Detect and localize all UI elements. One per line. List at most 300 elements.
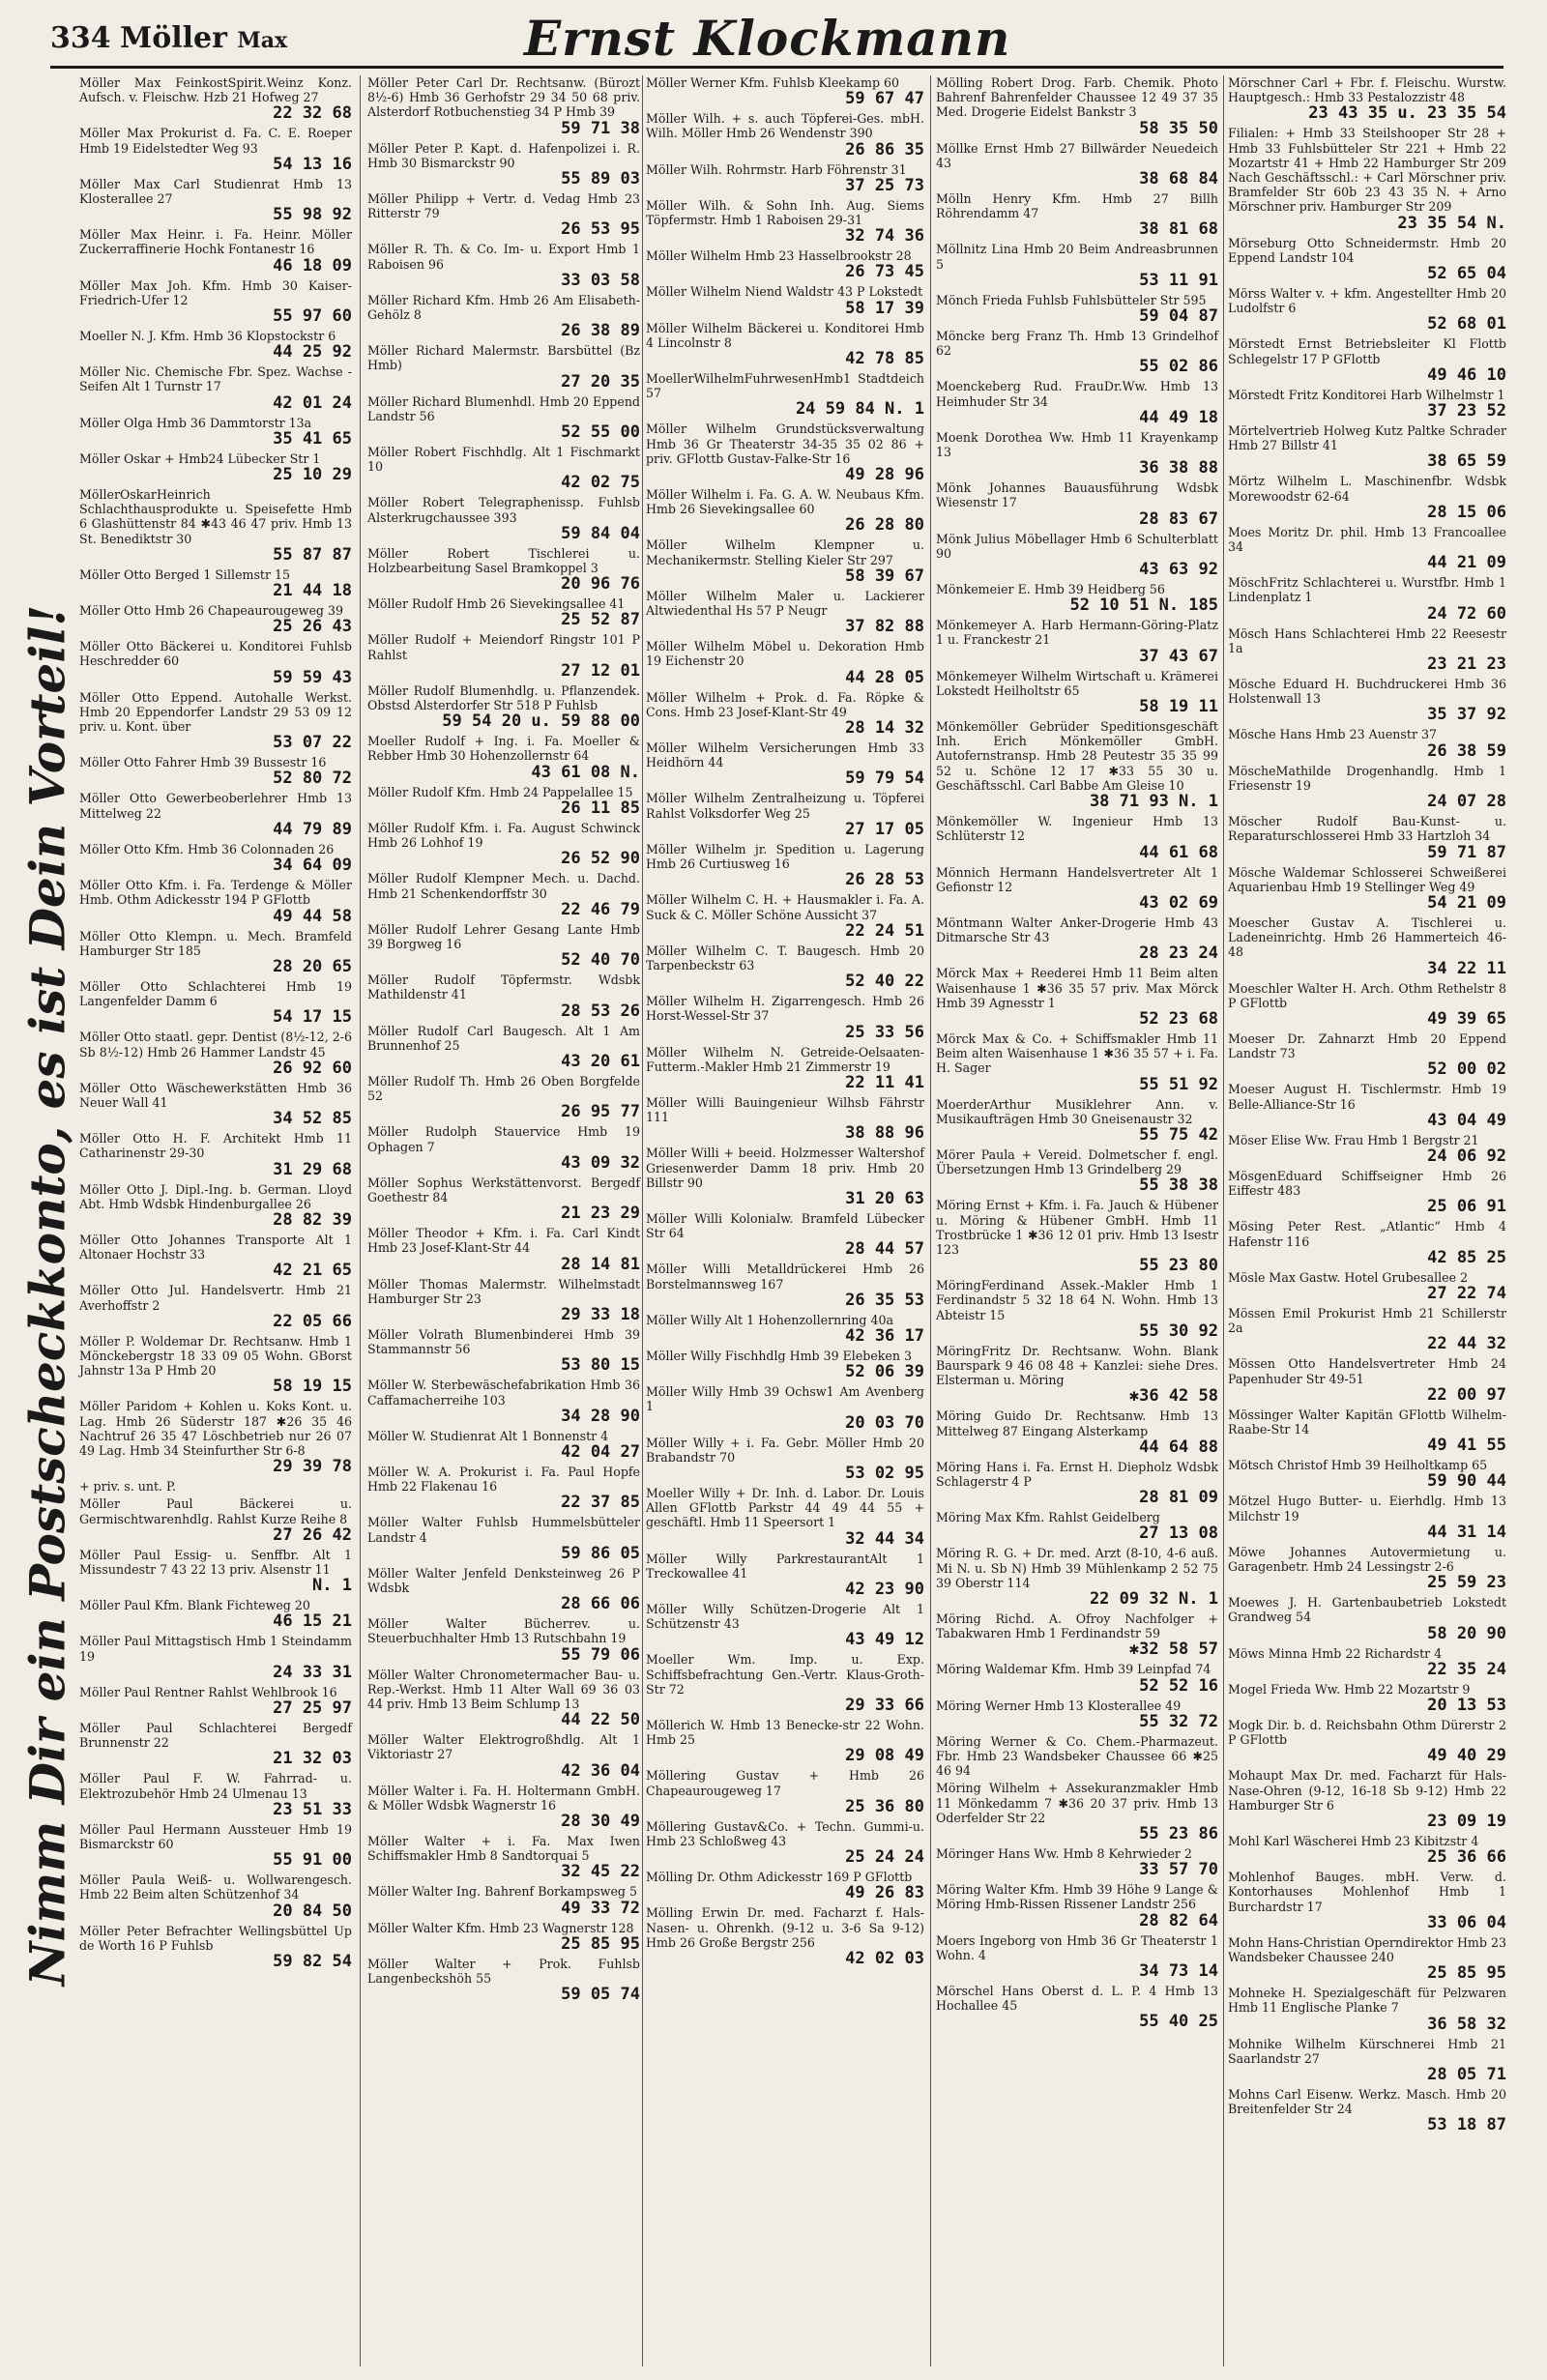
directory-entry — [936, 719, 1218, 811]
entry-text: Mölling Erwin Dr. med. Facharzt f. Hals- Nasen- u. Ohrenkh. (9-12 u. 3-6 Sa 9-12) Hmb 26 Große Bergstr 256 — [646, 1905, 924, 1950]
entry-text: Möring Richd. A. Ofroy Nachfolger + Tabakwaren Hmb 1 Ferdinandstr 59 — [936, 1611, 1218, 1641]
entry-text: Moers Ingeborg von Hmb 36 Gr Theaterstr 1 Wohn. 4 — [936, 1932, 1218, 1962]
entry-phone-number: 27 12 01 — [561, 660, 640, 681]
entry-phone-number: 44 31 14 — [1427, 1522, 1506, 1542]
entry-text: Mönch Frieda Fuhlsb Fuhlsbütteler Str 595 — [936, 292, 1207, 307]
entry-phone-number: 49 26 83 — [845, 1883, 924, 1903]
entry-text: Möller Thomas Malermstr. Wilhelmstadt Hamburger Str 23 — [367, 1276, 640, 1306]
directory-entry — [367, 821, 640, 868]
directory-entry — [936, 1781, 1218, 1843]
directory-entry — [367, 1884, 640, 1917]
entry-text: Filialen: + Hmb 33 Steilshooper Str 28 + Hmb 33 Fuhlsbütteler Str 221 + Hmb 22 Mozartstr 41 + Hmb 22 Hamburger Str 209 Nach Geschäftsschl.: + Carl Mörschner priv. Bramfelder Str 60b 23 43 35 N. + Arno Mörschner priv. Hamburger Str 209 — [1228, 126, 1506, 215]
entry-text: Möller Max Carl Studienrat Hmb 13 Klosterallee 27 — [79, 176, 352, 207]
entry-text: Möller Walter Ing. Bahrenf Borkampsweg 5 — [367, 1884, 637, 1900]
entry-text: Möller W. Sterbewäschefabrikation Hmb 36 Caffamacherreihe 103 — [367, 1378, 640, 1408]
entry-phone-number: 42 78 85 — [845, 349, 924, 369]
directory-entry — [646, 740, 924, 788]
entry-text: Möller Oskar + Hmb24 Lübecker Str 1 — [79, 450, 321, 466]
entry-phone-number: 32 44 34 — [845, 1528, 924, 1549]
entry-text: Mölln Henry Kfm. Hmb 27 Billh Röhrendamm 47 — [936, 191, 1218, 221]
directory-entry — [367, 972, 640, 1020]
directory-entry — [367, 785, 640, 818]
entry-text: MöringFritz Dr. Rechtsanw. Wohn. Blank Baurspark 9 46 08 48 + Kanzlei: siehe Dres. Elsterman u. Möring — [936, 1343, 1218, 1388]
directory-entry — [1228, 1986, 1506, 2033]
entry-phone-number: 23 51 33 — [273, 1799, 352, 1819]
directory-entry — [936, 1662, 1218, 1695]
entry-phone-number: 34 64 09 — [273, 856, 352, 876]
entry-phone-number: 28 30 49 — [561, 1812, 640, 1832]
directory-entry — [646, 1718, 924, 1765]
directory-entry — [936, 242, 1218, 289]
directory-entry — [1228, 1646, 1506, 1679]
entry-text: Möller Rudolf Hmb 26 Sievekingsallee 41 — [367, 596, 626, 612]
entry-phone-number: 52 68 01 — [1427, 314, 1506, 334]
entry-phone-number: 49 41 55 — [1427, 1436, 1506, 1456]
entry-text: Möring Werner Hmb 13 Klosterallee 49 — [936, 1698, 1182, 1713]
directory-entry — [79, 75, 352, 123]
directory-entry — [646, 1313, 924, 1346]
entry-phone-number: 42 04 27 — [561, 1441, 640, 1462]
directory-entry — [936, 1344, 1218, 1407]
entry-text: Mölling Dr. Othm Adickesstr 169 P GFlottb — [646, 1870, 913, 1885]
entry-phone-number: 22 35 24 — [1427, 1659, 1506, 1679]
directory-entry — [646, 1095, 924, 1143]
entry-text: Möller Walter + i. Fa. Max Iwen Schiffsmakler Hmb 8 Sandtorquai 5 — [367, 1834, 640, 1864]
directory-entry — [1228, 575, 1506, 623]
directory-entry — [936, 1546, 1218, 1609]
entry-phone-number: 52 40 22 — [845, 972, 924, 992]
column-divider — [1223, 75, 1224, 2366]
directory-entry — [646, 75, 924, 108]
directory-entry — [936, 865, 1218, 913]
entry-phone-number: 25 33 56 — [845, 1022, 924, 1042]
entry-phone-number: 43 49 12 — [845, 1630, 924, 1650]
directory-entry — [1228, 1494, 1506, 1541]
entry-text: Möller Otto Berged 1 Sillemstr 15 — [79, 566, 291, 582]
directory-entry — [646, 1262, 924, 1309]
directory-entry — [79, 278, 352, 326]
entry-text: Möring Wilhelm + Assekuranzmakler Hmb 11 Mönkedamm 7 ✱36 20 37 priv. Hmb 13 Oderfelder Str 22 — [936, 1781, 1218, 1825]
entry-phone-number: 58 20 90 — [1427, 1623, 1506, 1643]
entry-text: Möller Willy Hmb 39 Ochsw1 Am Avenberg 1 — [646, 1384, 924, 1414]
entry-phone-number: 42 01 24 — [273, 392, 352, 413]
entry-text: Möller Rudolph Stauervice Hmb 19 Ophagen 7 — [367, 1124, 640, 1154]
entry-text: Mörtz Wilhelm L. Maschinenfbr. Wdsbk Morewoodstr 62-64 — [1228, 474, 1506, 504]
entry-phone-number: 26 28 80 — [845, 515, 924, 536]
directory-entry — [79, 878, 352, 925]
entry-phone-number: 29 33 18 — [561, 1304, 640, 1324]
entry-phone-number: 42 21 65 — [273, 1261, 352, 1281]
entry-phone-number: 58 39 67 — [845, 566, 924, 586]
entry-text: Möller Volrath Blumenbinderei Hmb 39 Stammannstr 56 — [367, 1326, 640, 1357]
entry-text: Mösch Hans Schlachterei Hmb 22 Reesestr 1a — [1228, 625, 1506, 655]
entry-phone-number: 27 25 97 — [273, 1698, 352, 1718]
entry-phone-number: 53 02 95 — [845, 1463, 924, 1483]
directory-entry — [646, 198, 924, 246]
running-head — [120, 21, 287, 55]
entry-text: Mösche Hans Hmb 23 Auenstr 37 — [1228, 727, 1437, 742]
directory-entry — [936, 329, 1218, 376]
entry-text: Möller Rudolf Klempner Mech. u. Dachd. Hmb 21 Schenkendorffstr 30 — [367, 871, 640, 901]
entry-text: Möller Wilhelm N. Getreide-Oelsaaten- Futterm.-Makler Hmb 21 Zimmerstr 19 — [646, 1044, 924, 1074]
directory-entry — [1228, 336, 1506, 384]
directory-entry — [79, 1548, 352, 1595]
entry-phone-number: 23 43 35 u. 23 35 54 — [1308, 103, 1506, 124]
directory-entry — [936, 430, 1218, 478]
entry-text: Möwe Johannes Autovermietung u. Garagenbetr. Hmb 24 Lessingstr 2-6 — [1228, 1544, 1506, 1574]
entry-text: + priv. s. unt. P. — [79, 1479, 176, 1495]
entry-phone-number: 36 58 32 — [1427, 2014, 1506, 2034]
directory-entry — [367, 445, 640, 492]
entry-phone-number: 29 08 49 — [845, 1746, 924, 1766]
entry-phone-number: 55 23 86 — [1139, 1824, 1218, 1844]
entry-phone-number: 38 65 59 — [1427, 451, 1506, 472]
directory-entry — [1228, 1356, 1506, 1404]
entry-phone-number: 33 03 58 — [561, 270, 640, 290]
directory-entry — [646, 111, 924, 159]
entry-phone-number: 28 14 32 — [845, 718, 924, 739]
entry-text: Mönkemöller Gebrüder Speditionsgeschäft Inh. Erich Mönkemöller GmbH. Autofernstransp. Hmb 28 Peutestr 35 35 99 52 u. Schöne 12 17 ✱33 55 30 u. Geschäftsschl. Carl Babbe Am Gleise 10 — [936, 719, 1218, 793]
entry-phone-number: 52 52 16 — [1139, 1675, 1218, 1696]
entry-text: Moenk Dorothea Ww. Hmb 11 Krayenkamp 13 — [936, 429, 1218, 460]
entry-text: Möller Nic. Chemische Fbr. Spez. Wachse - Seifen Alt 1 Turnstr 17 — [79, 364, 352, 394]
directory-entry — [646, 1146, 924, 1208]
entry-phone-number: 55 51 92 — [1139, 1074, 1218, 1094]
directory-entry — [79, 1131, 352, 1178]
directory-entry — [646, 1486, 924, 1549]
entry-text: Möller Wilhelm + Prok. d. Fa. Röpke & Cons. Hmb 23 Josef-Klant-Str 49 — [646, 689, 924, 719]
entry-phone-number: 22 44 32 — [1427, 1334, 1506, 1354]
entry-text: MöscheMathilde Drogenhandlg. Hmb 1 Friesenstr 19 — [1228, 763, 1506, 793]
entry-text: Mogk Dir. b. d. Reichsbahn Othm Dürerstr 2 P GFlottb — [1228, 1718, 1506, 1748]
entry-phone-number: 38 71 93 N. 1 — [1089, 792, 1218, 812]
directory-entry — [367, 1465, 640, 1512]
directory-entry — [1228, 1270, 1506, 1303]
entry-phone-number: 55 38 38 — [1139, 1175, 1218, 1196]
directory-entry — [1228, 126, 1506, 232]
directory-entry — [646, 690, 924, 738]
entry-text: Möller Paul Kfm. Blank Fichteweg 20 — [79, 1598, 310, 1613]
directory-entry — [646, 248, 924, 281]
entry-phone-number: 22 37 85 — [561, 1493, 640, 1513]
entry-phone-number: 22 24 51 — [845, 920, 924, 941]
entry-phone-number: 59 84 04 — [561, 523, 640, 543]
entry-phone-number: 58 19 11 — [1139, 697, 1218, 717]
directory-entry — [646, 371, 924, 419]
entry-text: Möllke Ernst Hmb 27 Billwärder Neuedeich 43 — [936, 140, 1218, 170]
entry-phone-number: 49 40 29 — [1427, 1746, 1506, 1766]
directory-entry — [936, 1147, 1218, 1195]
directory-entry — [646, 1349, 924, 1381]
directory-entry — [646, 892, 924, 940]
entry-phone-number: 38 88 96 — [845, 1123, 924, 1144]
entry-phone-number: 59 82 54 — [273, 1952, 352, 1972]
directory-entry — [646, 1905, 924, 1968]
entry-phone-number: 28 15 06 — [1427, 502, 1506, 522]
entry-text: Möller Philipp + Vertr. d. Vedag Hmb 23 Ritterstr 79 — [367, 191, 640, 221]
directory-entry — [367, 1327, 640, 1375]
entry-text: MoerderArthur Musiklehrer Ann. v. Musikaufträgen Hmb 30 Gneisenaustr 32 — [936, 1096, 1218, 1126]
entry-phone-number: 43 09 32 — [561, 1152, 640, 1173]
running-head-first-name: Max — [237, 28, 288, 53]
entry-phone-number: 38 68 84 — [1139, 169, 1218, 189]
entry-phone-number: 53 18 87 — [1427, 2115, 1506, 2135]
entry-text: Möller Max Joh. Kfm. Hmb 30 Kaiser-Friedrich-Ufer 12 — [79, 277, 352, 307]
entry-phone-number: 25 24 24 — [845, 1847, 924, 1868]
directory-entry — [646, 1211, 924, 1259]
entry-text: Möller Rudolf + Meiendorf Ringstr 101 P Rahlst — [367, 632, 640, 662]
directory-entry — [79, 1399, 352, 1476]
directory-entry — [79, 227, 352, 275]
entry-text: Möller Otto Johannes Transporte Alt 1 Altonaer Hochstr 33 — [79, 1232, 352, 1263]
directory-entry — [1228, 1408, 1506, 1455]
directory-entry — [1228, 236, 1506, 283]
directory-entry — [1228, 423, 1506, 471]
entry-text: MoellerWilhelmFuhrwesenHmb1 Stadtdeich 57 — [646, 371, 924, 401]
entry-text: Möller Willi + beeid. Holzmesser Waltershof Griesenwerder Damm 18 priv. Hmb 20 Billstr 90 — [646, 1146, 924, 1190]
entry-text: Möller Walter Bücherrev. u. Steuerbuchhalter Hmb 13 Rutschbahn 19 — [367, 1616, 640, 1646]
entry-text: Möntmann Walter Anker-Drogerie Hmb 43 Ditmarsche Str 43 — [936, 914, 1218, 945]
entry-text: Möller Max Heinr. i. Fa. Heinr. Möller Zuckerraffinerie Hochk Fontanestr 16 — [79, 227, 352, 257]
entry-phone-number: 52 65 04 — [1427, 264, 1506, 284]
entry-phone-number: 58 17 39 — [845, 298, 924, 318]
directory-entry — [936, 1698, 1218, 1731]
entry-text: Möllerich W. Hmb 13 Benecke-str 22 Wohn. Hmb 25 — [646, 1718, 924, 1748]
entry-text: Möller Otto Bäckerei u. Konditorei Fuhlsb Heschredder 60 — [79, 639, 352, 669]
directory-entry — [367, 394, 640, 442]
entry-phone-number: 43 63 92 — [1139, 560, 1218, 580]
entry-text: Möller Wilhelm Niend Waldstr 43 P Lokstedt — [646, 284, 923, 300]
directory-entry — [1228, 1458, 1506, 1491]
entry-text: Mönk Julius Möbellager Hmb 6 Schulterblatt 90 — [936, 531, 1218, 561]
entry-text: Möller Wilhelm H. Zigarrengesch. Hmb 26 Horst-Wessel-Str 37 — [646, 994, 924, 1024]
entry-text: Möller Rudolf Töpfermstr. Wdsbk Mathildenstr 41 — [367, 972, 640, 1002]
entry-text: Mörtelvertrieb Holweg Kutz Paltke Schrader Hmb 27 Billstr 41 — [1228, 423, 1506, 453]
entry-text: Möller Robert Tischlerei u. Holzbearbeitung Sasel Bramkoppel 3 — [367, 545, 640, 576]
entry-phone-number: 44 64 88 — [1139, 1437, 1218, 1457]
directory-entry — [367, 1277, 640, 1324]
entry-text: Möller Walter Kfm. Hmb 23 Wagnerstr 128 — [367, 1920, 634, 1935]
directory-entry — [367, 1668, 640, 1730]
entry-text: Mössinger Walter Kapitän GFlottb Wilhelm-Raabe-Str 14 — [1228, 1407, 1506, 1437]
entry-phone-number: 55 40 25 — [1139, 2012, 1218, 2032]
entry-phone-number: 28 66 06 — [561, 1594, 640, 1614]
directory-entry — [646, 589, 924, 636]
entry-phone-number: 42 02 75 — [561, 473, 640, 493]
entry-text: Mönkemeyer A. Harb Hermann-Göring-Platz 1 u. Franckestr 21 — [936, 618, 1218, 648]
entry-phone-number: 25 10 29 — [273, 465, 352, 485]
entry-phone-number: 43 02 69 — [1139, 892, 1218, 913]
entry-text: Mörstedt Ernst Betriebsleiter Kl Flottb Schlegelstr 17 P GFlottb — [1228, 336, 1506, 366]
entry-text: Möller Wilhelm Klempner u. Mechanikermstr. Stelling Kieler Str 297 — [646, 537, 924, 567]
entry-phone-number: 43 61 08 N. — [531, 762, 640, 782]
entry-phone-number: N. 1 — [312, 1576, 352, 1596]
directory-entry — [1228, 1219, 1506, 1266]
directory-entry — [936, 1460, 1218, 1507]
entry-text: Mötsch Christof Hmb 39 Heilholtkamp 65 — [1228, 1458, 1488, 1473]
entry-text: Möller Wilh. & Sohn Inh. Aug. Siems Töpfermstr. Hmb 1 Raboisen 29-31 — [646, 197, 924, 228]
entry-phone-number: 49 39 65 — [1427, 1008, 1506, 1029]
entry-phone-number: 52 06 39 — [845, 1362, 924, 1382]
page-number: 334 — [50, 21, 111, 55]
entry-text: Moeser August H. Tischlermstr. Hmb 19 Belle-Alliance-Str 16 — [1228, 1082, 1506, 1112]
entry-phone-number: 27 26 42 — [273, 1524, 352, 1545]
entry-phone-number: 26 53 95 — [561, 219, 640, 240]
entry-phone-number: 55 98 92 — [273, 205, 352, 225]
entry-phone-number: 55 79 06 — [561, 1644, 640, 1665]
entry-text: Möller Sophus Werkstättenvorst. Bergedf Goethestr 84 — [367, 1175, 640, 1205]
directory-entry — [367, 632, 640, 680]
directory-entry — [646, 162, 924, 195]
entry-phone-number: 20 84 50 — [273, 1901, 352, 1921]
directory-entry — [1228, 1133, 1506, 1166]
directory-entry — [367, 1957, 640, 2004]
column-1 — [79, 75, 352, 2366]
entry-phone-number: 27 13 08 — [1139, 1524, 1218, 1544]
directory-entry — [79, 1598, 352, 1631]
directory-entry — [936, 1984, 1218, 2031]
entry-text: Möller Robert Fischhdlg. Alt 1 Fischmarkt 10 — [367, 445, 640, 475]
entry-phone-number: 44 61 68 — [1139, 842, 1218, 862]
directory-entry — [936, 75, 1218, 138]
entry-phone-number: 55 02 86 — [1139, 357, 1218, 377]
directory-entry — [79, 842, 352, 875]
entry-phone-number: 32 45 22 — [561, 1862, 640, 1882]
directory-entry — [936, 1031, 1218, 1094]
entry-text: Moeller Wm. Imp. u. Exp. Schiffsbefrachtung Gen.-Vertr. Klaus-Groth-Str 72 — [646, 1652, 924, 1697]
entry-phone-number: 23 35 54 N. — [1397, 213, 1506, 233]
entry-phone-number: 23 09 19 — [1427, 1812, 1506, 1832]
entry-text: Mogel Frieda Ww. Hmb 22 Mozartstr 9 — [1228, 1681, 1471, 1697]
entry-text: Möller Paul Hermann Aussteuer Hmb 19 Bismarckstr 60 — [79, 1821, 352, 1852]
entry-text: Möller Paul Mittagstisch Hmb 1 Steindamm 19 — [79, 1634, 352, 1664]
entry-text: Möller Paul Schlachterei Bergedf Brunnenstr 22 — [79, 1721, 352, 1751]
entry-text: Möller Otto Fahrer Hmb 39 Bussestr 16 — [79, 755, 327, 770]
directory-entry — [367, 546, 640, 594]
entry-text: Möller Otto Eppend. Autohalle Werkst. Hmb 20 Eppendorfer Landstr 29 53 09 12 priv. u. Kont. über — [79, 689, 352, 735]
entry-phone-number: 22 11 41 — [845, 1072, 924, 1092]
directory-entry — [936, 1846, 1218, 1879]
entry-phone-number: 55 97 60 — [273, 306, 352, 327]
entry-phone-number: 59 67 47 — [845, 89, 924, 109]
entry-phone-number: 55 23 80 — [1139, 1256, 1218, 1276]
entry-text: Mohns Carl Eisenw. Werkz. Masch. Hmb 20 Breitenfelder Str 24 — [1228, 2087, 1506, 2117]
entry-phone-number: 28 44 57 — [845, 1239, 924, 1260]
entry-phone-number: 52 00 02 — [1427, 1059, 1506, 1080]
entry-text: Mörschner Carl + Fbr. f. Fleischu. Wurstw. Hauptgesch.: Hmb 33 Pestalozzistr 48 — [1228, 75, 1506, 105]
directory-entry — [936, 379, 1218, 426]
entry-text: Möring Waldemar Kfm. Hmb 39 Leinpfad 74 — [936, 1662, 1211, 1677]
entry-text: Möller Peter Befrachter Wellingsbüttel Up de Worth 16 P Fuhlsb — [79, 1923, 352, 1953]
directory-entry — [1228, 1682, 1506, 1715]
entry-phone-number: 22 09 32 N. 1 — [1089, 1589, 1218, 1609]
entry-text: Möller Paul F. W. Fahrrad- u. Elektrozubehör Hmb 24 Ulmenau 13 — [79, 1771, 352, 1801]
entry-phone-number: 27 17 05 — [845, 819, 924, 839]
directory-entry — [1228, 2087, 1506, 2134]
entry-phone-number: 28 14 81 — [561, 1254, 640, 1274]
entry-phone-number: 55 30 92 — [1139, 1321, 1218, 1341]
entry-text: Möller Max FeinkostSpirit.Weinz Konz. Aufsch. v. Fleischw. Hzb 21 Hofweg 27 — [79, 75, 352, 105]
entry-text: Moeschler Walter H. Arch. Othm Rethelstr 8 P GFlottb — [1228, 980, 1506, 1010]
entry-phone-number: 32 74 36 — [845, 226, 924, 247]
entry-text: Möller Richard Kfm. Hmb 26 Am Elisabeth-Gehölz 8 — [367, 292, 640, 323]
entry-text: Mötzel Hugo Butter- u. Eierhdlg. Hmb 13 Milchstr 19 — [1228, 1494, 1506, 1524]
entry-text: Möller Theodor + Kfm. i. Fa. Carl Kindt Hmb 23 Josef-Klant-Str 44 — [367, 1226, 640, 1256]
entry-phone-number: 59 71 87 — [1427, 842, 1506, 862]
directory-entry — [646, 1819, 924, 1867]
entry-phone-number: 24 06 92 — [1427, 1146, 1506, 1166]
entry-phone-number: 26 95 77 — [561, 1102, 640, 1122]
entry-phone-number: 59 59 43 — [273, 667, 352, 687]
entry-phone-number: 29 33 66 — [845, 1696, 924, 1715]
entry-text: Möllnitz Lina Hmb 20 Beim Andreasbrunnen 5 — [936, 242, 1218, 272]
directory-entry — [367, 495, 640, 542]
entry-text: Moeller Rudolf + Ing. i. Fa. Moeller & Rebber Hmb 30 Hohenzollernstr 64 — [367, 734, 640, 764]
entry-phone-number: 59 71 38 — [561, 118, 640, 138]
entry-phone-number: 26 38 89 — [561, 321, 640, 341]
directory-entry — [936, 141, 1218, 189]
entry-text: Möller Paul Essig- u. Senffbr. Alt 1 Missundestr 7 43 22 13 priv. Alsenstr 11 — [79, 1547, 352, 1577]
directory-entry — [1228, 388, 1506, 421]
directory-entry — [1228, 75, 1506, 123]
entry-text: Mörck Max & Co. + Schiffsmakler Hmb 11 Beim alten Waisenhause 1 ✱36 35 57 + i. Fa. H. Sager — [936, 1030, 1218, 1076]
directory-entry — [79, 1771, 352, 1818]
entry-text: Möller Otto H. F. Architekt Hmb 11 Catharinenstr 29-30 — [79, 1131, 352, 1161]
entry-text: Möller Otto Wäschewerkstätten Hmb 36 Neuer Wall 41 — [79, 1080, 352, 1110]
entry-text: Möller Walter Jenfeld Denksteinweg 26 P Wdsbk — [367, 1565, 640, 1595]
directory-entry — [367, 1429, 640, 1462]
entry-text: Möller Werner Kfm. Fuhlsb Kleekamp 60 — [646, 75, 900, 90]
entry-text: Mönnich Hermann Handelsvertreter Alt 1 Gefionstr 12 — [936, 864, 1218, 894]
entry-phone-number: 25 36 80 — [845, 1796, 924, 1816]
directory-entry — [936, 618, 1218, 665]
entry-text: Möller Wilh. Rohrmstr. Harb Föhrenstr 31 — [646, 161, 907, 177]
entry-text: Möser Elise Ww. Frau Hmb 1 Bergstr 21 — [1228, 1132, 1479, 1147]
column-divider — [642, 75, 643, 2366]
entry-phone-number: 58 19 15 — [273, 1377, 352, 1397]
entry-phone-number: 22 32 68 — [273, 103, 352, 124]
entry-phone-number: 44 28 05 — [845, 667, 924, 687]
entry-text: Möller Wilhelm Versicherungen Hmb 33 Heidhörn 44 — [646, 740, 924, 770]
directory-entry — [79, 979, 352, 1027]
directory-entry — [936, 1408, 1218, 1456]
directory-entry — [367, 1124, 640, 1172]
entry-phone-number: 25 59 23 — [1427, 1573, 1506, 1593]
directory-entry — [367, 1921, 640, 1954]
entry-phone-number: 42 23 90 — [845, 1579, 924, 1599]
directory-entry — [79, 639, 352, 686]
entry-phone-number: 52 10 51 N. 185 — [1069, 595, 1218, 616]
directory-entry — [367, 75, 640, 138]
entry-text: Möller Paul Rentner Rahlst Wehlbrook 16 — [79, 1684, 337, 1699]
directory-entry — [1228, 764, 1506, 811]
entry-phone-number: 25 06 91 — [1427, 1197, 1506, 1217]
entry-text: Möller Wilhelm jr. Spedition u. Lagerung Hmb 26 Curtiusweg 16 — [646, 841, 924, 872]
entry-phone-number: 59 04 87 — [1139, 306, 1218, 327]
directory-entry — [367, 1566, 640, 1613]
directory-entry — [1228, 1870, 1506, 1932]
side-advertisement-text: Nimm Dir ein Postscheckkonto, es ist Dein Vorteil! — [18, 604, 76, 1987]
entry-text: Möller Willy + i. Fa. Gebr. Möller Hmb 20 Brabandstr 70 — [646, 1435, 924, 1465]
entry-phone-number: 28 23 24 — [1139, 943, 1218, 964]
entry-text: Mössen Otto Handelsvertreter Hmb 24 Papenhuder Str 49-51 — [1228, 1356, 1506, 1386]
entry-text: Möller Otto Jul. Handelsvertr. Hmb 21 Averhoffstr 2 — [79, 1283, 352, 1313]
entry-text: Möller Richard Malermstr. Barsbüttel (Bz Hmb) — [367, 343, 640, 373]
directory-entry — [79, 177, 352, 224]
directory-entry — [367, 141, 640, 189]
entry-phone-number: 34 28 90 — [561, 1406, 640, 1426]
entry-text: Möller Rudolf Carl Baugesch. Alt 1 Am Brunnenhof 25 — [367, 1023, 640, 1053]
